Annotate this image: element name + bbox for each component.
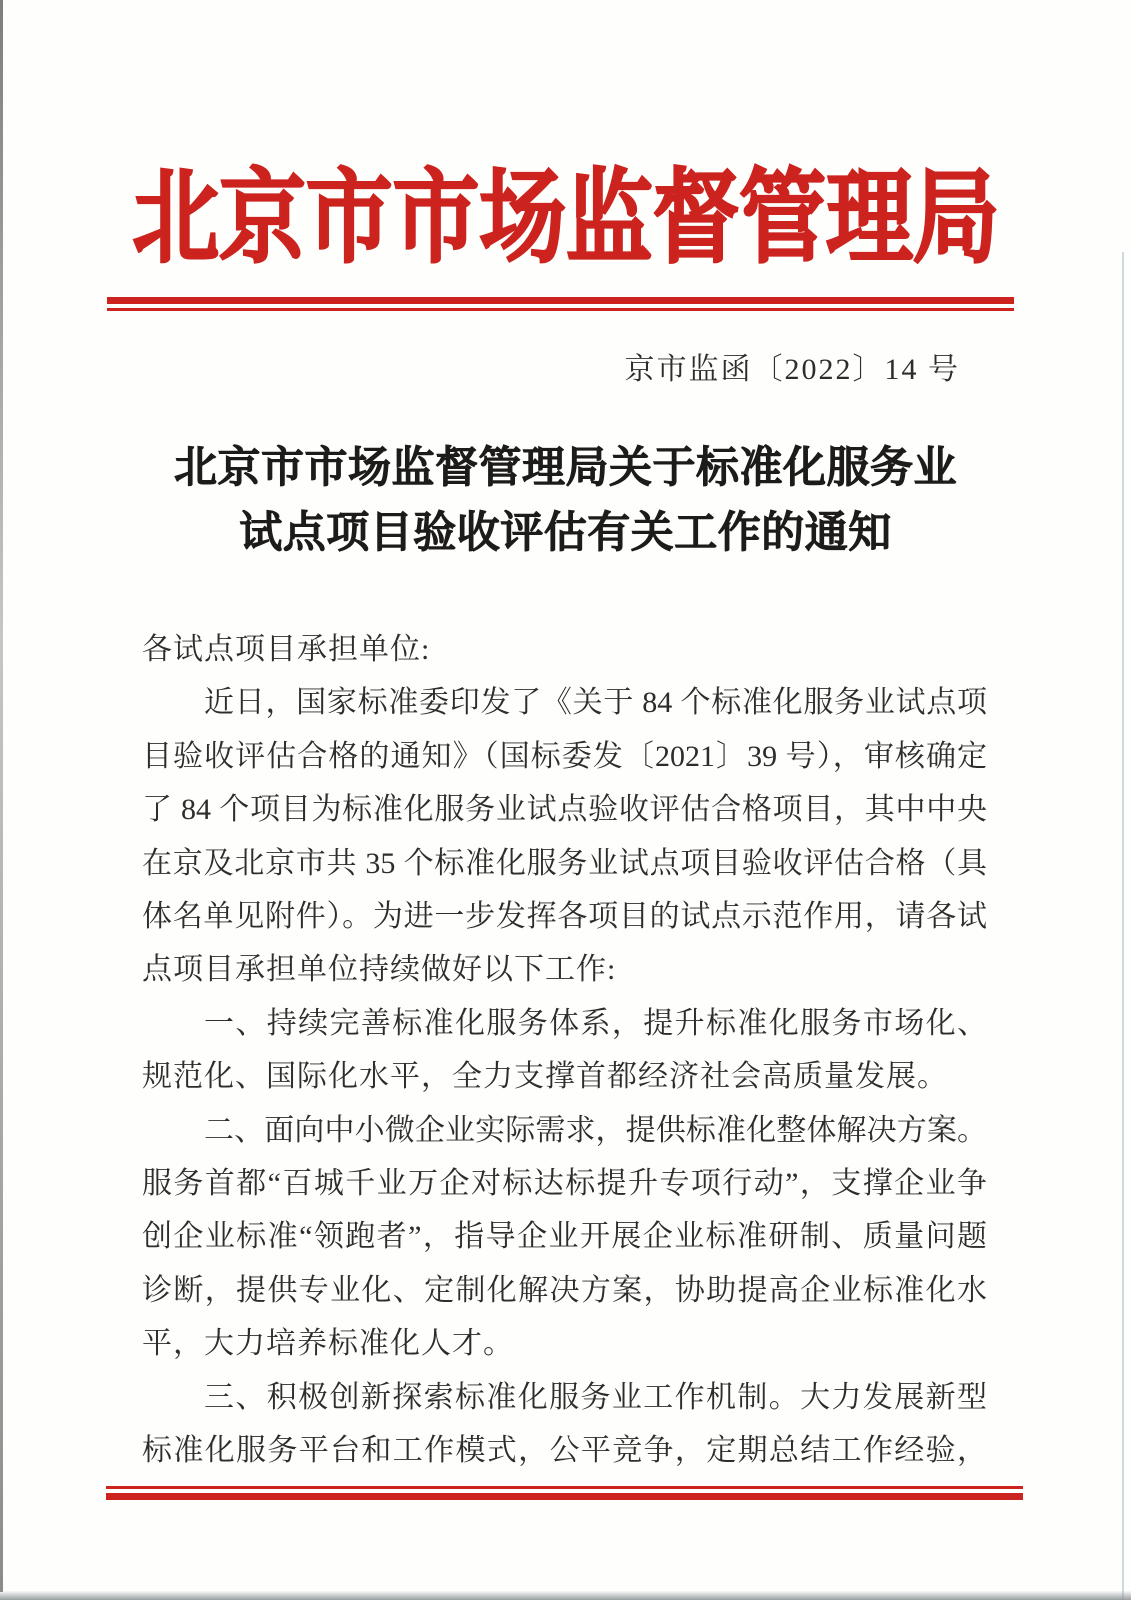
body-line: 标准化服务平台和工作模式，公平竞争，定期总结工作经验， (142, 1434, 987, 1468)
body-line: 目验收评估合格的通知》（国标委发〔2021〕39 号），审核确定 (142, 739, 987, 773)
footer-rule-thin (106, 1486, 1023, 1489)
document-title (0, 436, 1131, 566)
body-line: 服务首都“百城千业万企对标达标提升专项行动”，支撑企业争 (142, 1167, 987, 1201)
body-line: 二、面向中小微企业实际需求，提供标准化整体解决方案。 (204, 1113, 987, 1147)
body-line: 三、积极创新探索标准化服务业工作机制。大力发展新型 (204, 1380, 987, 1414)
agency-name: 北京市市场监督管理局 (132, 163, 999, 276)
footer-rule-thick (106, 1493, 1023, 1500)
body-line: 在京及北京市共 35 个标准化服务业试点项目验收评估合格（具 (142, 846, 987, 880)
header-rule-thick (107, 297, 1014, 304)
body-paragraphs (142, 676, 987, 1477)
document-number: 京市监函〔2022〕14 号 (624, 353, 960, 386)
letterhead (0, 163, 1131, 277)
body-line: 诊断，提供专业化、定制化解决方案，协助提高企业标准化水 (142, 1273, 987, 1307)
scan-edge-right (1122, 252, 1124, 1600)
document-title-line-2: 试点项目验收评估有关工作的通知 (239, 510, 892, 557)
body-line: 一、持续完善标准化服务体系，提升标准化服务市场化、 (204, 1006, 987, 1040)
scan-edge-left (0, 0, 3, 1592)
body-line: 创企业标准“领跑者”，指导企业开展企业标准研制、质量问题 (142, 1220, 987, 1254)
body-line: 近日，国家标准委印发了《关于 84 个标准化服务业试点项 (204, 686, 987, 720)
body-line: 点项目承担单位持续做好以下工作: (142, 953, 617, 987)
document-body (142, 623, 987, 1478)
header-rule-thin (107, 308, 1014, 311)
body-line: 了 84 个项目为标准化服务业试点验收评估合格项目，其中中央 (142, 793, 987, 827)
scan-edge-bottom (0, 1591, 1131, 1600)
body-line: 规范化、国际化水平，全力支撑首都经济社会高质量发展。 (142, 1060, 948, 1094)
document-title-line-1: 北京市市场监督管理局关于标准化服务业 (174, 445, 957, 492)
body-line: 平，大力培养标准化人才。 (142, 1327, 514, 1361)
salutation: 各试点项目承担单位: (142, 633, 431, 666)
body-line: 体名单见附件）。为进一步发挥各项目的试点示范作用，请各试 (142, 900, 987, 934)
